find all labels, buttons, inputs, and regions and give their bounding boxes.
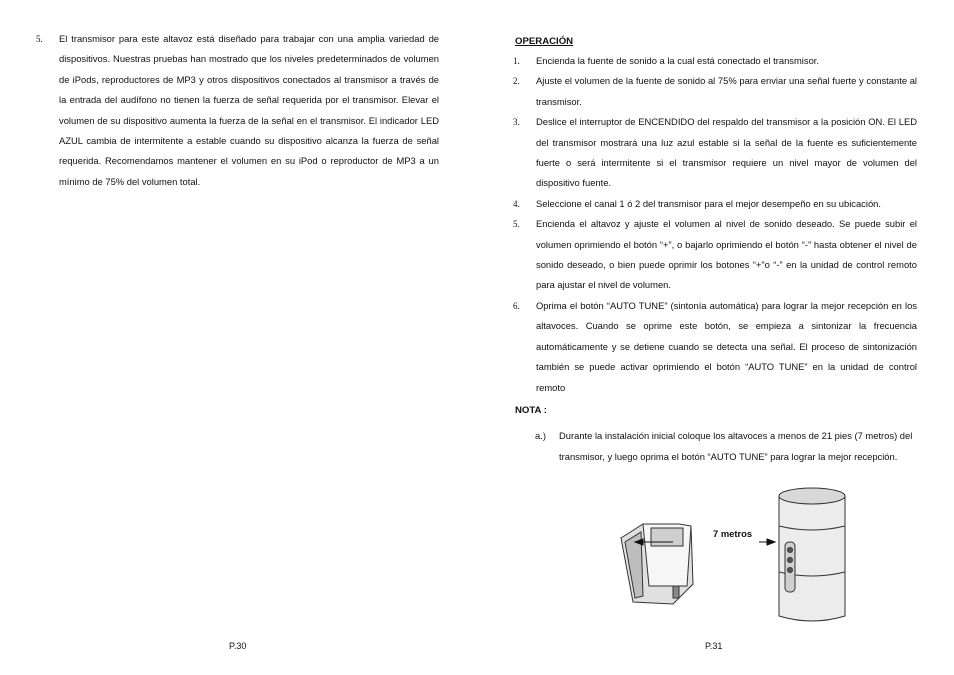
left-page: [36, 0, 439, 192]
item-number: 5.: [36, 34, 43, 44]
item-text: Encienda el altavoz y ajuste el volumen al nivel de sonido deseado. Se puede subir el volumen oprimiendo el botón “+”, o bajarlo oprimiendo el botón “-” hasta obtener el nivel de sonido deseado, o bien puede oprimir los botones “+”o “-” en la unidad de control remoto para ajustar el nivel de volumen.: [536, 218, 917, 291]
page-number-left: P.30: [229, 641, 247, 651]
item-text: Encienda la fuente de sonido a la cual está conectado el transmisor.: [536, 55, 819, 66]
item-text: Deslice el interruptor de ENCENDIDO del respaldo del transmisor a la posición ON. El LED del transmisor mostrará una luz azul estable si la señal de la fuente es suficientemente fuerte o será intermitente si el transmisor requiere un nivel mayor de volumen del dispositivo fuente.: [536, 116, 917, 189]
operation-list: [513, 51, 917, 398]
list-item: [36, 29, 439, 192]
speaker-icon: [779, 488, 845, 621]
list-item: [513, 214, 917, 296]
list-item: [513, 71, 917, 112]
distance-label: 7 metros: [713, 528, 753, 539]
list-item: [513, 51, 917, 71]
item-text: Oprima el botón “AUTO TUNE” (sintonía automática) para lograr la mejor recepción en los altavoces. Cuando se oprime este botón, se empieza a sintonizar la frecuencia automáticamente y se detiene cuando se detecta una señal. El proceso de sintonización también se puede activar oprimiendo el botón “AUTO TUNE” en la unidad de control remoto: [536, 299, 917, 393]
item-number: 3.: [513, 117, 520, 128]
item-number: 5.: [513, 219, 520, 230]
speaker-illustration-svg: [613, 486, 853, 626]
item-number: 1.: [513, 56, 520, 66]
note-text: Durante la instalación inicial coloque los altavoces a menos de 21 pies (7 metros) del transmisor, y luego oprima el botón “AUTO TUNE” para lograr la mejor recepción.: [559, 430, 913, 462]
item-number: 4.: [513, 198, 520, 209]
list-item: [513, 112, 917, 194]
list-item: [513, 296, 917, 398]
item-text: Seleccione el canal 1 ó 2 del transmisor para el mejor desempeño en su ubicación.: [536, 197, 881, 209]
page-number-right: P.31: [705, 641, 723, 651]
section-heading: OPERACIÓN: [515, 36, 574, 47]
list-item: [513, 194, 917, 214]
note-number: a.): [535, 430, 546, 441]
note-item: [535, 425, 933, 467]
item-text: El transmisor para este altavoz está diseñado para trabajar con una amplia variedad de dispositivos. Nuestras pruebas han mostrado que los niveles predeterminados de volumen de iPods, reproductores de MP3 y otros dispositivos conectados al transmisor a través de la entrada del audífono no tienen la fuerza de señal requerida por el transmisor. Elevar el volumen de su dispositivo aumenta la fuerza de la señal en el transmisor. El indicador LED AZUL cambia de intermitente a estable cuando su dispositivo alcanza la fuerza de señal requerida. Recomendamos mantener el volumen en su iPod o reproductor de MP3 a un mínimo de 75% del volumen total.: [59, 33, 439, 187]
speaker-distance-illustration: [613, 486, 853, 626]
note-heading: NOTA :: [515, 405, 547, 416]
item-text: Ajuste el volumen de la fuente de sonido al 75% para enviar una señal fuerte y constante al transmisor.: [536, 75, 917, 107]
item-number: 2.: [513, 76, 520, 87]
item-number: 6.: [513, 300, 520, 311]
transmitter-icon: [621, 524, 693, 604]
